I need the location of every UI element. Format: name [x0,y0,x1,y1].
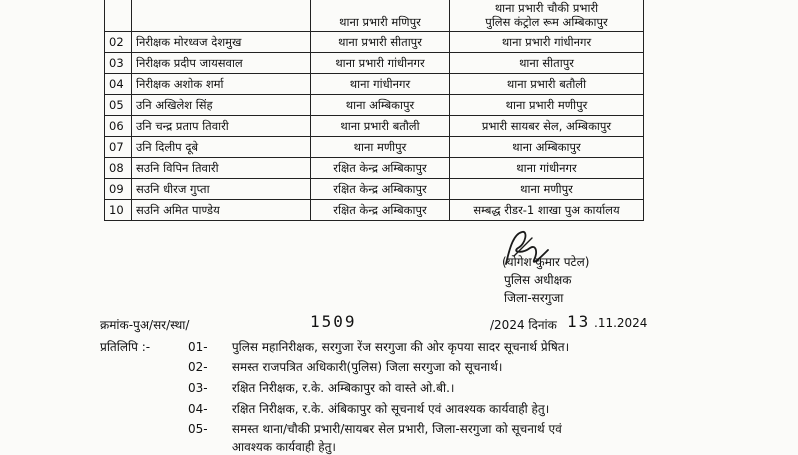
signature-block [502,253,589,307]
copy-item [188,400,549,417]
serial-cell: 02 [105,32,132,53]
to-cell [450,0,644,32]
table-row [105,74,644,95]
copy-text: रक्षित निरीक्षक, र.के. अम्बिकापुर को वास्ते ओ.बी.। [231,381,455,395]
name-cell: सउनि धीरज गुप्ता [132,179,311,200]
serial-cell: 07 [105,137,132,158]
from-cell: थाना प्रभारी बतौली [311,116,450,137]
to-cell: थाना प्रभारी गांधीनगर [450,32,644,53]
copy-number: 02- [188,360,208,374]
table-row [105,53,644,74]
copy-text: आवश्यक कार्यवाही हेतु। [231,440,336,454]
name-cell: सउनि विपिन तिवारी [132,158,311,179]
table-row [105,116,644,137]
copy-item [188,438,336,455]
table-row [105,200,644,221]
to-cell: थाना सीतापुर [450,53,644,74]
copy-text: समस्त राजपत्रित अधिकारी(पुलिस) जिला सरगुजा को सूचनार्थ। [231,360,503,374]
from-cell: रक्षित केन्द्र अम्बिकापुर [311,158,450,179]
to-cell: प्रभारी सायबर सेल, अम्बिकापुर [450,116,644,137]
from-cell: रक्षित केन्द्र अम्बिकापुर [311,179,450,200]
copy-text: समस्त थाना/चौकी प्रभारी/सायबर सेल प्रभारी, जिला-सरगुजा को सूचनार्थ एवं [231,422,562,436]
table-row [105,137,644,158]
serial-cell: 06 [105,116,132,137]
serial-cell: 04 [105,74,132,95]
from-cell: थाना प्रभारी गांधीनगर [311,53,450,74]
copies-label: प्रतिलिपि :- [100,340,151,354]
table-row [105,32,644,53]
copy-number: 03- [188,381,208,395]
signatory-district: जिला-सरगुजा [504,291,564,305]
copy-number: 05- [188,422,208,436]
serial-cell: 03 [105,53,132,74]
name-cell: उनि अखिलेश सिंह [132,95,311,116]
order-number: 1509 [310,312,357,331]
to-cell: थाना मणीपुर [450,179,644,200]
order-year-label: /2024 दिनांक [490,318,557,332]
from-cell: रक्षित केन्द्र अम्बिकापुर [311,200,450,221]
order-day: 13 [567,312,591,331]
name-cell: उनि चन्द्र प्रताप तिवारी [132,116,311,137]
transfer-table [104,0,644,221]
name-cell [132,0,311,32]
copy-item [188,420,562,437]
to-cell: थाना गांधीनगर [450,158,644,179]
serial-cell: 05 [105,95,132,116]
table-row [105,95,644,116]
order-date: .11.2024 [594,316,648,330]
to-cell: थाना अम्बिकापुर [450,137,644,158]
to-line: पुलिस कंट्रोल रूम अम्बिकापुर [485,15,608,29]
serial-cell: 08 [105,158,132,179]
from-cell: थाना प्रभारी सीतापुर [311,32,450,53]
table-row [105,158,644,179]
copy-number: 04- [188,402,208,416]
copy-text: पुलिस महानिरीक्षक, सरगुजा रेंज सरगुजा की ओर कृपया सादर सूचनार्थ प्रेषित। [231,340,570,354]
from-cell: थाना मणीपुर [311,137,450,158]
name-cell: उनि दिलीप दूबे [132,137,311,158]
serial-cell: 09 [105,179,132,200]
copy-item [188,338,569,355]
to-line: थाना प्रभारी चौकी प्रभारी [494,1,599,15]
serial-cell [105,0,132,32]
from-cell: थाना प्रभारी मणिपुर [311,0,450,32]
signatory-designation: पुलिस अधीक्षक [504,273,572,287]
order-number-label: क्रमांक-पुअ/सर/स्था/ [100,318,190,332]
name-cell: निरीक्षक मोरध्वज देशमुख [132,32,311,53]
from-cell: थाना गांधीनगर [311,74,450,95]
copy-number: 01- [188,340,208,354]
table-row [105,179,644,200]
from-cell: थाना अम्बिकापुर [311,95,450,116]
name-cell: सउनि अमित पाण्डेय [132,200,311,221]
copy-item [188,379,454,396]
signatory-name: (योगेश कुमार पटेल) [502,255,590,269]
copy-item [188,358,502,375]
to-cell: थाना प्रभारी बतौली [450,74,644,95]
to-cell: सम्बद्ध रीडर-1 शाखा पुअ कार्यालय [450,200,644,221]
name-cell: निरीक्षक अशोक शर्मा [132,74,311,95]
copy-text: रक्षित निरीक्षक, र.के. अंबिकापुर को सूचनार्थ एवं आवश्यक कार्यवाही हेतु। [231,402,550,416]
name-cell: निरीक्षक प्रदीप जायसवाल [132,53,311,74]
table-row [105,0,644,32]
serial-cell: 10 [105,200,132,221]
to-cell: थाना प्रभारी मणीपुर [450,95,644,116]
